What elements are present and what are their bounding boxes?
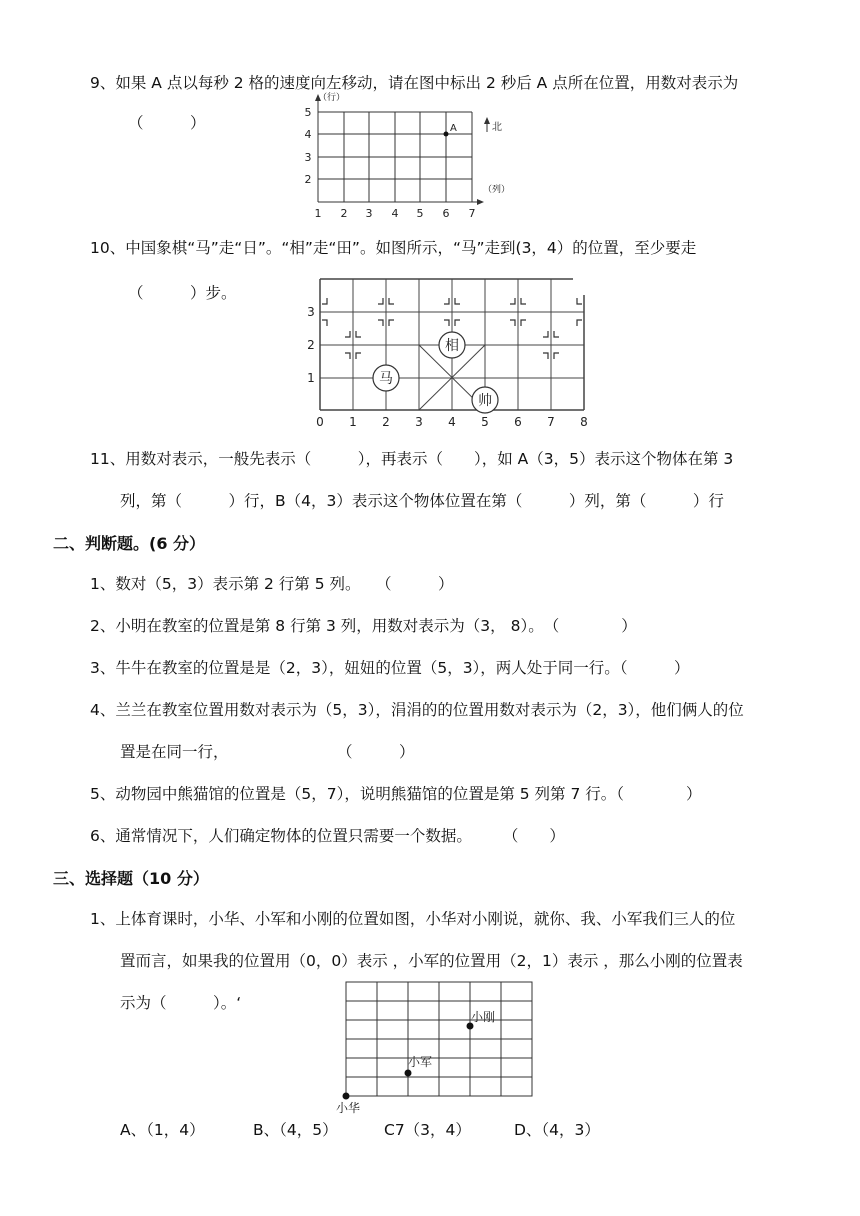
q10-x-tick: 0 [316,415,324,429]
q11-line2: 列，第（ ）行，B（4，3）表示这个物体位置在第（ ）列，第（ ）行 [120,492,724,510]
xiaojun-label: 小军 [408,1055,433,1069]
q9-point-a-label: A [450,123,457,134]
q10-x-tick: 7 [547,415,555,429]
q9-y-unit: （行） [318,93,346,103]
q9-text: 9、如果 A 点以每秒 2 格的速度向左移动，请在图中标出 2 秒后 A 点所在位置，用数对表示为 [90,74,739,92]
q10-text: 10、中国象棋“马”走“日”。“相”走“田”。如图所示，“马”走到(3，4）的位置，至少要走 [90,239,697,257]
q11-line1: 11、用数对表示，一般先表示（ ），再表示（ ），如 A（3，5）表示这个物体在第 3 [90,450,734,468]
q10-y-tick: 1 [307,371,315,385]
q9-y-tick: 3 [304,151,312,164]
judge-item: 5、动物园中熊猫馆的位置是（5，7），说明熊猫馆的位置是第 5 列第 7 行。（ ） [90,785,702,803]
q9-x-tick: 2 [340,207,348,220]
xiaohua-label: 小华 [336,1101,361,1115]
judge-item: 置是在同一行， （ ） [120,743,415,761]
q9-north-label: 北 [492,122,502,133]
q10-answer-blank: （ ）步。 [128,284,237,302]
choice-q1-line3: 示为（ ）。‘ [120,994,242,1012]
q10-x-tick: 4 [448,415,456,429]
section2-title: 二、判断题。(6 分） [53,534,206,553]
q9-x-tick: 5 [416,207,424,220]
q10-x-tick: 5 [481,415,489,429]
q10-x-tick: 2 [382,415,390,429]
judge-item: 6、通常情况下，人们确定物体的位置只需要一个数据。 （ ） [90,827,565,845]
q9-answer-blank: （ ） [128,114,206,132]
q10-piece-horse-label: 马 [379,371,393,387]
q9-y-tick: 5 [304,106,312,119]
q9-x-unit: （列） [483,185,511,195]
choice-q1-line2: 置而言，如果我的位置用（0，0）表示 ，小军的位置用（2，1）表示 ，那么小刚的位置表 [120,952,743,970]
judge-item: 3、牛牛在教室的位置是是（2，3），妞妞的位置（5，3），两人处于同一行。（ ） [90,659,690,677]
q10-y-tick: 2 [307,338,315,352]
q10-y-tick: 3 [307,305,315,319]
judge-item: 4、兰兰在教室位置用数对表示为（5，3），涓涓的的位置用数对表示为（2，3），他们俩人的位 [90,701,744,719]
q10-piece-general-label: 帅 [478,393,492,409]
judge-item: 1、数对（5，3）表示第 2 行第 5 列。 （ ） [90,575,454,593]
q9-x-tick: 4 [391,207,399,220]
q9-x-tick: 3 [365,207,373,220]
q9-x-tick: 7 [468,207,476,220]
q10-piece-elephant-label: 相 [445,338,459,354]
section3-title: 三、选择题（10 分） [53,869,209,888]
q10-x-tick: 6 [514,415,522,429]
judge-item: 2、小明在教室的位置是第 8 行第 3 列，用数对表示为（3， 8）。 （ ） [90,617,637,635]
option-a: A、（1，4） [120,1121,205,1139]
q10-x-tick: 8 [580,415,588,429]
xiaogang-label: 小刚 [471,1010,496,1024]
q9-y-tick: 2 [304,173,312,186]
choice-q1-line1: 1、上体育课时，小华、小军和小刚的位置如图，小华对小刚说，就你、我、小军我们三人的位 [90,910,736,928]
option-d: D、（4，3） [514,1121,600,1139]
q10-x-tick: 3 [415,415,423,429]
q9-y-tick: 4 [304,128,312,141]
option-c: C7（3，4） [384,1121,471,1139]
q10-x-tick: 1 [349,415,357,429]
q9-x-tick: 6 [442,207,450,220]
xiaojun-point [405,1070,412,1077]
xiaohua-point [343,1093,350,1100]
option-b: B、（4，5） [253,1121,338,1139]
q9-x-tick: 1 [314,207,322,220]
